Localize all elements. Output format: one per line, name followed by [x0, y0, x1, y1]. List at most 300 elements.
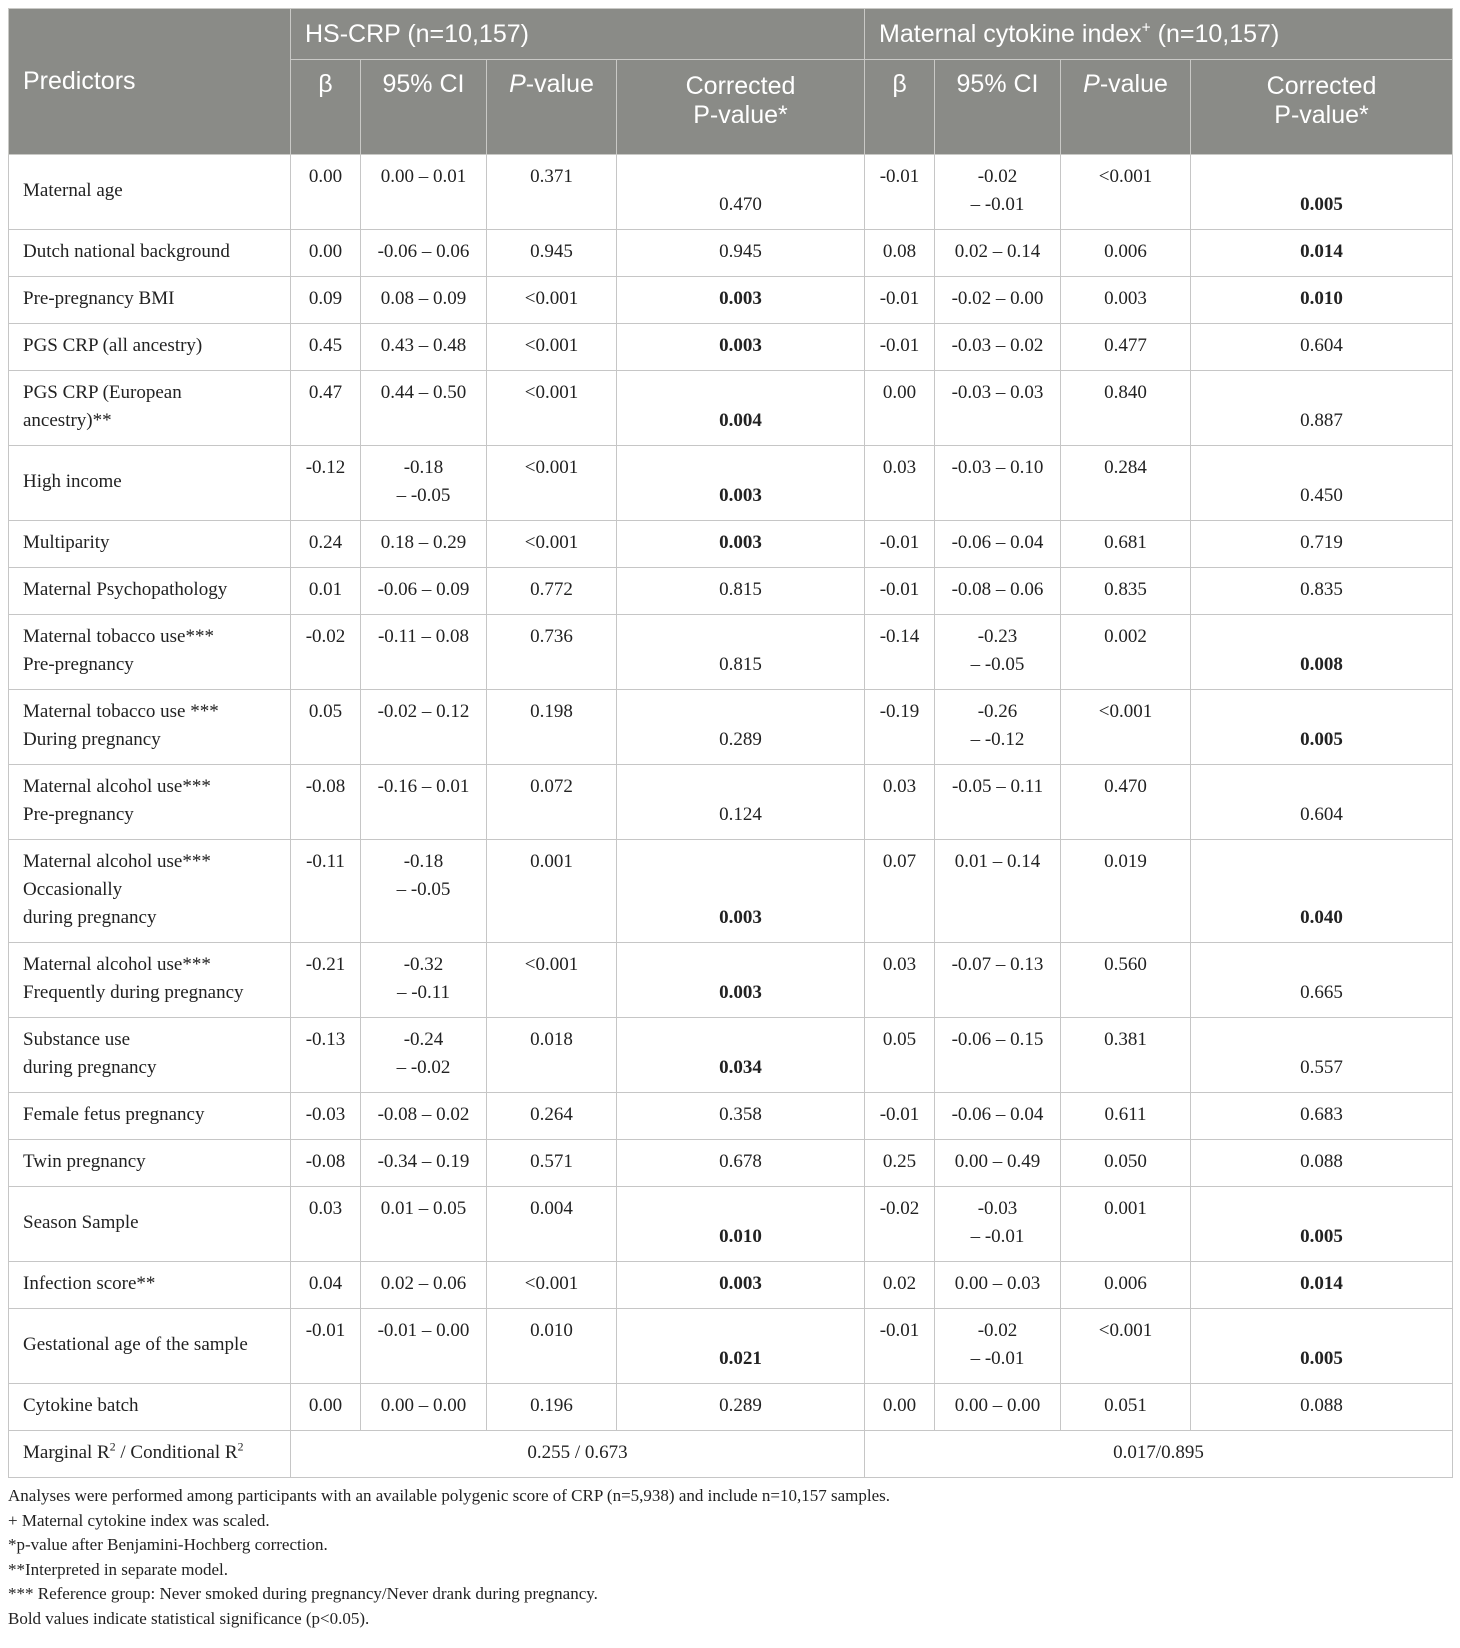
cytokine-corrected-p: 0.088: [1191, 1384, 1453, 1431]
hs-crp-p-value: <0.001: [487, 446, 617, 521]
cytokine-beta: 0.02: [865, 1262, 935, 1309]
cytokine-beta: 0.00: [865, 371, 935, 446]
cytokine-beta: 0.00: [865, 1384, 935, 1431]
cytokine-corrected-p: 0.835: [1191, 568, 1453, 615]
cytokine-beta: 0.03: [865, 765, 935, 840]
cytokine-corrected-p: 0.005: [1191, 155, 1453, 230]
cytokine-p-value: 0.006: [1061, 1262, 1191, 1309]
cell-line: 0.00 – 0.49: [954, 1151, 1041, 1172]
cytokine-corrected-p: 0.005: [1191, 690, 1453, 765]
predictor-label: [9, 155, 291, 230]
table-row: [9, 943, 1453, 1018]
hs-crp-beta: -0.12: [291, 446, 361, 521]
predictor-label: [9, 1309, 291, 1384]
table-row: [9, 765, 1453, 840]
hs-crp-beta: 0.01: [291, 568, 361, 615]
table-row: [9, 446, 1453, 521]
beta-header: β: [291, 60, 361, 155]
predictor-label: [9, 1140, 291, 1187]
cytokine-ci: [935, 765, 1061, 840]
cell-line: – -0.02: [396, 1057, 451, 1078]
hs-crp-ci: [361, 230, 487, 277]
cell-line: Twin pregnancy: [23, 1151, 146, 1172]
predictors-table: [8, 8, 1453, 1478]
hs-crp-beta: 0.00: [291, 1384, 361, 1431]
cytokine-ci: [935, 1018, 1061, 1093]
ci-header: 95% CI: [935, 60, 1061, 155]
cytokine-p-value: 0.019: [1061, 840, 1191, 943]
predictor-label: [9, 446, 291, 521]
hs-crp-beta: -0.08: [291, 1140, 361, 1187]
hs-crp-p-value: <0.001: [487, 943, 617, 1018]
cytokine-ci: [935, 324, 1061, 371]
cell-line: 0.00 – 0.01: [380, 166, 467, 187]
cytokine-ci: [935, 371, 1061, 446]
cytokine-beta: -0.01: [865, 155, 935, 230]
hs-crp-beta: 0.05: [291, 690, 361, 765]
hs-crp-ci: [361, 155, 487, 230]
cell-line: -0.07 – 0.13: [951, 954, 1044, 975]
hs-crp-group-header: HS-CRP (n=10,157): [291, 9, 865, 60]
cell-line: – -0.05: [396, 485, 451, 506]
cell-line: – -0.01: [970, 194, 1025, 215]
cytokine-corrected-p: 0.604: [1191, 324, 1453, 371]
r2-hs-crp-value: 0.255 / 0.673: [291, 1431, 865, 1478]
cell-line: PGS CRP (European: [23, 382, 182, 403]
cell-line: -0.03 – 0.02: [951, 335, 1044, 356]
cytokine-beta: 0.05: [865, 1018, 935, 1093]
footnote-line: + Maternal cytokine index was scaled.: [8, 1510, 270, 1530]
cytokine-p-value: 0.681: [1061, 521, 1191, 568]
cytokine-p-value: 0.006: [1061, 230, 1191, 277]
cell-line: Pre-pregnancy: [23, 654, 134, 675]
table-row: [9, 324, 1453, 371]
cell-line: -0.18: [403, 457, 444, 478]
cytokine-beta: -0.01: [865, 1309, 935, 1384]
beta-header: β: [865, 60, 935, 155]
hs-crp-p-value: 0.736: [487, 615, 617, 690]
p-value-header: P-value: [487, 60, 617, 155]
cytokine-corrected-p: 0.665: [1191, 943, 1453, 1018]
hs-crp-p-value: 0.772: [487, 568, 617, 615]
cell-line: Pre-pregnancy: [23, 804, 134, 825]
table-row: [9, 1140, 1453, 1187]
cytokine-ci: [935, 615, 1061, 690]
cell-line: Maternal alcohol use***: [23, 776, 211, 797]
hs-crp-ci: [361, 1187, 487, 1262]
cytokine-p-value: 0.002: [1061, 615, 1191, 690]
cell-line: – -0.01: [970, 1348, 1025, 1369]
predictor-label: [9, 615, 291, 690]
cell-line: – -0.01: [970, 1226, 1025, 1247]
hs-crp-ci: [361, 1384, 487, 1431]
predictor-label: [9, 765, 291, 840]
hs-crp-beta: -0.11: [291, 840, 361, 943]
cell-line: Substance use: [23, 1029, 131, 1050]
hs-crp-beta: -0.03: [291, 1093, 361, 1140]
cytokine-p-value: 0.470: [1061, 765, 1191, 840]
hs-crp-beta: -0.08: [291, 765, 361, 840]
cell-line: -0.06 – 0.04: [951, 1104, 1044, 1125]
cell-line: -0.01 – 0.00: [377, 1320, 470, 1341]
hs-crp-p-value: <0.001: [487, 1262, 617, 1309]
hs-crp-beta: -0.21: [291, 943, 361, 1018]
hs-crp-p-value: <0.001: [487, 521, 617, 568]
hs-crp-ci: [361, 1018, 487, 1093]
cytokine-corrected-p: 0.450: [1191, 446, 1453, 521]
cell-line: Frequently during pregnancy: [23, 982, 244, 1003]
table-row: [9, 568, 1453, 615]
hs-crp-ci: [361, 690, 487, 765]
table-row: [9, 840, 1453, 943]
table-row: [9, 615, 1453, 690]
cytokine-p-value: 0.051: [1061, 1384, 1191, 1431]
hs-crp-p-value: 0.072: [487, 765, 617, 840]
hs-crp-beta: -0.02: [291, 615, 361, 690]
cell-line: -0.32: [403, 954, 444, 975]
hs-crp-ci: [361, 324, 487, 371]
cell-line: Pre-pregnancy BMI: [23, 288, 175, 309]
cytokine-corrected-p: 0.005: [1191, 1187, 1453, 1262]
hs-crp-p-value: <0.001: [487, 324, 617, 371]
cell-line: -0.24: [403, 1029, 444, 1050]
cytokine-corrected-p: 0.040: [1191, 840, 1453, 943]
cell-line: Female fetus pregnancy: [23, 1104, 205, 1125]
cytokine-ci: [935, 840, 1061, 943]
hs-crp-ci: [361, 568, 487, 615]
cell-line: Maternal alcohol use***: [23, 954, 211, 975]
table-row: [9, 277, 1453, 324]
cell-line: -0.05 – 0.11: [951, 776, 1044, 797]
cell-line: Maternal tobacco use ***: [23, 701, 219, 722]
cell-line: -0.06 – 0.06: [377, 241, 470, 262]
predictor-label: [9, 277, 291, 324]
hs-crp-corrected-p: 0.003: [617, 446, 865, 521]
predictor-label: [9, 1187, 291, 1262]
hs-crp-ci: [361, 765, 487, 840]
table-header: [9, 9, 1453, 155]
predictor-label: [9, 324, 291, 371]
hs-crp-beta: 0.09: [291, 277, 361, 324]
cell-line: PGS CRP (all ancestry): [23, 335, 203, 356]
cytokine-corrected-p: 0.010: [1191, 277, 1453, 324]
cell-line: -0.34 – 0.19: [377, 1151, 470, 1172]
cell-line: -0.06 – 0.04: [951, 532, 1044, 553]
cytokine-beta: -0.01: [865, 324, 935, 371]
predictor-label: [9, 568, 291, 615]
hs-crp-beta: 0.45: [291, 324, 361, 371]
ci-header: 95% CI: [361, 60, 487, 155]
hs-crp-ci: [361, 943, 487, 1018]
cell-line: Maternal Psychopathology: [23, 579, 228, 600]
cell-line: Dutch national background: [23, 241, 230, 262]
hs-crp-corrected-p: 0.003: [617, 1262, 865, 1309]
corrected-p-header: Corrected P-value*: [1191, 60, 1453, 155]
cell-line: 0.02 – 0.06: [380, 1273, 467, 1294]
hs-crp-beta: 0.24: [291, 521, 361, 568]
hs-crp-ci: [361, 615, 487, 690]
cytokine-corrected-p: 0.887: [1191, 371, 1453, 446]
cell-line: Maternal tobacco use***: [23, 626, 214, 647]
cytokine-p-value: 0.611: [1061, 1093, 1191, 1140]
cytokine-p-value: 0.284: [1061, 446, 1191, 521]
cell-line: -0.11 – 0.08: [377, 626, 470, 647]
cytokine-beta: -0.01: [865, 568, 935, 615]
hs-crp-p-value: 0.371: [487, 155, 617, 230]
cytokine-p-value: 0.835: [1061, 568, 1191, 615]
cytokine-beta: -0.01: [865, 1093, 935, 1140]
hs-crp-beta: 0.47: [291, 371, 361, 446]
hs-crp-corrected-p: 0.034: [617, 1018, 865, 1093]
cell-line: 0.01 – 0.14: [954, 851, 1041, 872]
hs-crp-p-value: 0.945: [487, 230, 617, 277]
hs-crp-beta: 0.00: [291, 230, 361, 277]
r2-label: Marginal $R^2$ / Conditional $R^2$: [9, 1431, 291, 1478]
cell-line: 0.18 – 0.29: [380, 532, 467, 553]
cell-line: Cytokine batch: [23, 1395, 139, 1416]
cytokine-ci: [935, 1309, 1061, 1384]
hs-crp-corrected-p: 0.010: [617, 1187, 865, 1262]
cytokine-beta: -0.01: [865, 277, 935, 324]
hs-crp-p-value: <0.001: [487, 371, 617, 446]
cytokine-p-value: <0.001: [1061, 1309, 1191, 1384]
hs-crp-corrected-p: 0.289: [617, 1384, 865, 1431]
cytokine-beta: -0.01: [865, 521, 935, 568]
cytokine-corrected-p: 0.014: [1191, 230, 1453, 277]
hs-crp-p-value: 0.004: [487, 1187, 617, 1262]
footnote-line: *p-value after Benjamini-Hochberg correction.: [8, 1535, 328, 1554]
table-row: [9, 1262, 1453, 1309]
cytokine-corrected-p: 0.719: [1191, 521, 1453, 568]
cytokine-beta: 0.03: [865, 446, 935, 521]
cell-line: High income: [23, 471, 122, 492]
hs-crp-ci: [361, 1309, 487, 1384]
cell-line: during pregnancy: [23, 1057, 157, 1078]
table-row: [9, 521, 1453, 568]
hs-crp-p-value: 0.010: [487, 1309, 617, 1384]
cytokine-ci: [935, 277, 1061, 324]
cell-line: 0.43 – 0.48: [380, 335, 467, 356]
cell-line: -0.02: [977, 166, 1018, 187]
cell-line: Infection score**: [23, 1273, 156, 1294]
hs-crp-p-value: 0.198: [487, 690, 617, 765]
cell-line: Season Sample: [23, 1212, 139, 1233]
cytokine-corrected-p: 0.557: [1191, 1018, 1453, 1093]
cytokine-beta: 0.03: [865, 943, 935, 1018]
hs-crp-corrected-p: 0.003: [617, 277, 865, 324]
cell-line: -0.06 – 0.15: [951, 1029, 1044, 1050]
hs-crp-ci: [361, 277, 487, 324]
cytokine-p-value: 0.560: [1061, 943, 1191, 1018]
cell-line: -0.26: [977, 701, 1018, 722]
predictors-header: Predictors: [9, 9, 291, 155]
hs-crp-ci: [361, 446, 487, 521]
predictor-label: [9, 1384, 291, 1431]
cytokine-ci: [935, 690, 1061, 765]
footnotes: [8, 1484, 1452, 1631]
predictor-label: [9, 521, 291, 568]
cell-line: -0.18: [403, 851, 444, 872]
predictor-label: [9, 1018, 291, 1093]
hs-crp-beta: 0.04: [291, 1262, 361, 1309]
cell-line: – -0.12: [970, 729, 1025, 750]
cytokine-p-value: <0.001: [1061, 155, 1191, 230]
footnote-line: **Interpreted in separate model.: [8, 1559, 228, 1579]
hs-crp-corrected-p: 0.124: [617, 765, 865, 840]
cell-line: Maternal age: [23, 180, 123, 201]
hs-crp-corrected-p: 0.358: [617, 1093, 865, 1140]
cytokine-ci: [935, 1093, 1061, 1140]
cytokine-ci: [935, 1187, 1061, 1262]
cytokine-ci: [935, 1384, 1061, 1431]
hs-crp-beta: -0.01: [291, 1309, 361, 1384]
hs-crp-p-value: 0.018: [487, 1018, 617, 1093]
cell-line: -0.08 – 0.06: [951, 579, 1044, 600]
cell-line: -0.03: [977, 1198, 1018, 1219]
predictor-label: [9, 690, 291, 765]
cell-line: ancestry)**: [23, 410, 112, 431]
cell-line: Multiparity: [23, 532, 110, 553]
hs-crp-p-value: 0.001: [487, 840, 617, 943]
cytokine-beta: 0.08: [865, 230, 935, 277]
table-container: [8, 8, 1452, 1631]
predictor-label: [9, 943, 291, 1018]
cytokine-corrected-p: 0.008: [1191, 615, 1453, 690]
cell-line: During pregnancy: [23, 729, 161, 750]
cytokine-corrected-p: 0.014: [1191, 1262, 1453, 1309]
cytokine-corrected-p: 0.683: [1191, 1093, 1453, 1140]
cytokine-ci: [935, 1140, 1061, 1187]
table-row: [9, 155, 1453, 230]
cell-line: – -0.05: [970, 654, 1025, 675]
hs-crp-ci: [361, 521, 487, 568]
cell-line: -0.08 – 0.02: [377, 1104, 470, 1125]
cell-line: Occasionally: [23, 879, 123, 900]
hs-crp-corrected-p: 0.021: [617, 1309, 865, 1384]
hs-crp-ci: [361, 1262, 487, 1309]
hs-crp-ci: [361, 371, 487, 446]
hs-crp-corrected-p: 0.003: [617, 324, 865, 371]
cell-line: 0.01 – 0.05: [380, 1198, 467, 1219]
hs-crp-corrected-p: 0.470: [617, 155, 865, 230]
table-row: [9, 1187, 1453, 1262]
cell-line: -0.23: [977, 626, 1018, 647]
hs-crp-beta: 0.03: [291, 1187, 361, 1262]
hs-crp-corrected-p: 0.289: [617, 690, 865, 765]
hs-crp-p-value: 0.196: [487, 1384, 617, 1431]
hs-crp-ci: [361, 1093, 487, 1140]
predictor-label: [9, 371, 291, 446]
cytokine-p-value: 0.001: [1061, 1187, 1191, 1262]
cytokine-ci: [935, 446, 1061, 521]
table-row: [9, 230, 1453, 277]
predictor-label: [9, 840, 291, 943]
hs-crp-corrected-p: 0.815: [617, 568, 865, 615]
table-body: [9, 155, 1453, 1478]
cell-line: 0.00 – 0.00: [954, 1395, 1041, 1416]
cell-line: 0.02 – 0.14: [954, 241, 1041, 262]
p-value-header: P-value: [1061, 60, 1191, 155]
table-row: [9, 371, 1453, 446]
hs-crp-p-value: <0.001: [487, 277, 617, 324]
r2-row: [9, 1431, 1453, 1478]
cell-line: 0.00 – 0.00: [380, 1395, 467, 1416]
cell-line: – -0.11: [396, 982, 451, 1003]
hs-crp-corrected-p: 0.004: [617, 371, 865, 446]
cytokine-p-value: 0.840: [1061, 371, 1191, 446]
table-row: [9, 690, 1453, 765]
table-row: [9, 1093, 1453, 1140]
hs-crp-corrected-p: 0.945: [617, 230, 865, 277]
cytokine-beta: -0.14: [865, 615, 935, 690]
footnote-line: Analyses were performed among participants with an available polygenic score of CRP (n=5,938) and include n=10,157 samples.: [8, 1486, 891, 1505]
predictor-label: [9, 1262, 291, 1309]
cell-line: -0.06 – 0.09: [377, 579, 470, 600]
table-row: [9, 1309, 1453, 1384]
hs-crp-corrected-p: 0.003: [617, 840, 865, 943]
hs-crp-p-value: 0.264: [487, 1093, 617, 1140]
footnote-line: *** Reference group: Never smoked during pregnancy/Never drank during pregnancy.: [8, 1584, 598, 1603]
cytokine-ci: [935, 568, 1061, 615]
cell-line: 0.00 – 0.03: [954, 1273, 1041, 1294]
cell-line: 0.08 – 0.09: [380, 288, 467, 309]
cell-line: -0.02 – 0.12: [377, 701, 470, 722]
hs-crp-ci: [361, 1140, 487, 1187]
hs-crp-beta: -0.13: [291, 1018, 361, 1093]
cytokine-corrected-p: 0.088: [1191, 1140, 1453, 1187]
cytokine-ci: [935, 230, 1061, 277]
cytokine-corrected-p: 0.005: [1191, 1309, 1453, 1384]
cell-line: -0.16 – 0.01: [377, 776, 470, 797]
cell-line: -0.03 – 0.10: [951, 457, 1044, 478]
cell-line: -0.02: [977, 1320, 1018, 1341]
table-row: [9, 1384, 1453, 1431]
footnote-line: Bold values indicate statistical significance (p<0.05).: [8, 1608, 370, 1628]
cell-line: Gestational age of the sample: [23, 1334, 248, 1355]
predictor-label: [9, 230, 291, 277]
hs-crp-corrected-p: 0.815: [617, 615, 865, 690]
cytokine-ci: [935, 155, 1061, 230]
cell-line: -0.03 – 0.03: [951, 382, 1044, 403]
cytokine-corrected-p: 0.604: [1191, 765, 1453, 840]
cytokine-ci: [935, 1262, 1061, 1309]
cytokine-group-header: Maternal cytokine index+ (n=10,157): [865, 9, 1453, 60]
cytokine-beta: 0.07: [865, 840, 935, 943]
cell-line: 0.44 – 0.50: [380, 382, 467, 403]
hs-crp-ci: [361, 840, 487, 943]
hs-crp-p-value: 0.571: [487, 1140, 617, 1187]
cytokine-p-value: 0.050: [1061, 1140, 1191, 1187]
cytokine-p-value: <0.001: [1061, 690, 1191, 765]
table-row: [9, 1018, 1453, 1093]
hs-crp-beta: 0.00: [291, 155, 361, 230]
cell-line: -0.02 – 0.00: [951, 288, 1044, 309]
cytokine-p-value: 0.003: [1061, 277, 1191, 324]
cytokine-beta: -0.02: [865, 1187, 935, 1262]
hs-crp-corrected-p: 0.678: [617, 1140, 865, 1187]
cytokine-beta: -0.19: [865, 690, 935, 765]
cytokine-beta: 0.25: [865, 1140, 935, 1187]
hs-crp-corrected-p: 0.003: [617, 521, 865, 568]
cell-line: during pregnancy: [23, 907, 157, 928]
cytokine-ci: [935, 943, 1061, 1018]
hs-crp-corrected-p: 0.003: [617, 943, 865, 1018]
cytokine-p-value: 0.381: [1061, 1018, 1191, 1093]
r2-cytokine-value: 0.017/0.895: [865, 1431, 1453, 1478]
cell-line: – -0.05: [396, 879, 451, 900]
cytokine-p-value: 0.477: [1061, 324, 1191, 371]
corrected-p-header: Corrected P-value*: [617, 60, 865, 155]
